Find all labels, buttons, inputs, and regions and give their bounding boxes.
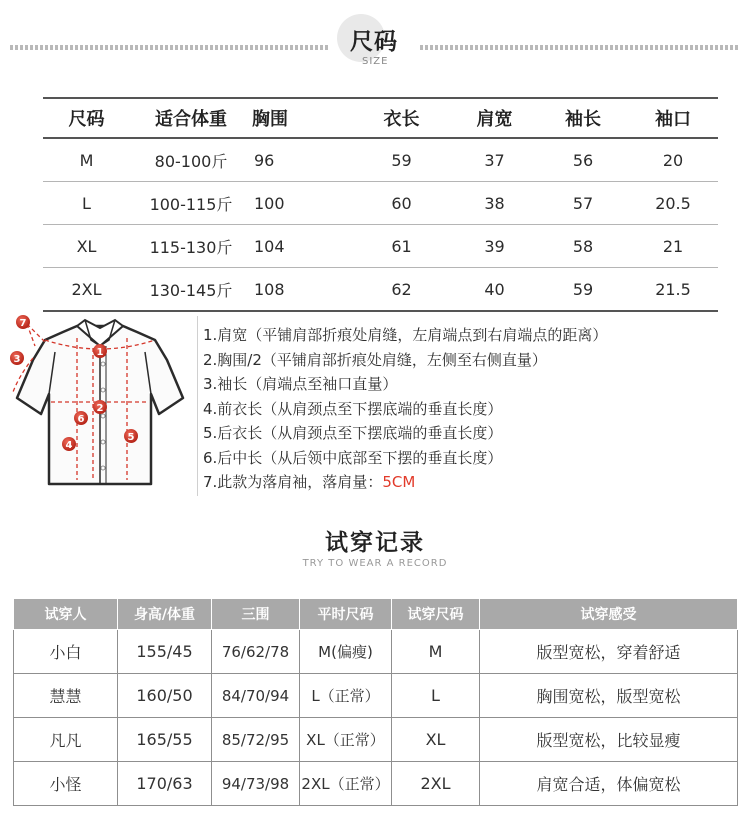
table-cell: XL — [43, 225, 130, 268]
table-cell: 小怪 — [14, 762, 118, 806]
table-cell: 版型宽松，穿着舒适 — [480, 630, 738, 674]
table-cell: 100-115斤 — [130, 182, 252, 225]
marker-1 — [93, 344, 107, 358]
table-cell: 62 — [352, 268, 451, 312]
table-cell: 94/73/98 — [212, 762, 300, 806]
header-divider-right — [420, 45, 740, 50]
table-cell: 170/63 — [118, 762, 212, 806]
table-row — [14, 630, 738, 674]
table-cell: 76/62/78 — [212, 630, 300, 674]
table-cell: 160/50 — [118, 674, 212, 718]
svg-text:7: 7 — [19, 318, 27, 329]
svg-text:1: 1 — [96, 347, 104, 358]
tryon-section-subtitle: TRY TO WEAR A RECORD — [302, 558, 448, 569]
table-row — [43, 268, 718, 312]
table-cell: 慧慧 — [14, 674, 118, 718]
table-cell: 61 — [352, 225, 451, 268]
table-cell: L — [392, 674, 480, 718]
measurement-notes — [203, 323, 607, 495]
note-line: 4.前衣长（从肩颈点至下摆底端的垂直长度） — [203, 399, 503, 418]
table-cell: 100 — [252, 182, 352, 225]
column-header: 试穿人 — [14, 599, 118, 630]
size-section-title: 尺码 — [350, 28, 398, 55]
svg-text:4: 4 — [65, 440, 73, 451]
table-cell: 胸围宽松，版型宽松 — [480, 674, 738, 718]
table-cell: 39 — [451, 225, 538, 268]
table-row — [14, 674, 738, 718]
column-header: 袖口 — [628, 98, 718, 138]
column-header: 平时尺码 — [300, 599, 392, 630]
note-line: 2.胸围/2（平铺肩部折痕处肩缝，左侧至右侧直量） — [203, 350, 547, 369]
marker-7 — [16, 315, 30, 329]
marker-4 — [62, 437, 76, 451]
table-row — [14, 762, 738, 806]
table-row — [43, 182, 718, 225]
note-line: 5.后衣长（从肩颈点至下摆底端的垂直长度） — [203, 424, 503, 442]
table-cell: 肩宽合适，体偏宽松 — [480, 762, 738, 806]
column-header: 身高/体重 — [118, 599, 212, 630]
column-header: 尺码 — [43, 98, 130, 138]
table-cell: 80-100斤 — [130, 138, 252, 182]
table-cell: M — [43, 138, 130, 182]
table-cell: 130-145斤 — [130, 268, 252, 312]
table-cell: L（正常） — [300, 674, 392, 718]
shirt-measurement-diagram — [5, 312, 195, 497]
table-cell: 37 — [451, 138, 538, 182]
table-cell: 2XL（正常） — [300, 762, 392, 806]
table-cell: M(偏瘦) — [300, 630, 392, 674]
table-cell: 21.5 — [628, 268, 718, 312]
table-row — [43, 138, 718, 182]
table-cell: 96 — [252, 138, 352, 182]
marker-2 — [93, 400, 107, 414]
tryon-section-title: 试穿记录 — [325, 529, 425, 556]
table-cell: 版型宽松，比较显瘦 — [480, 718, 738, 762]
table-cell: 84/70/94 — [212, 674, 300, 718]
size-table — [43, 97, 718, 312]
column-header: 胸围 — [252, 98, 352, 138]
note-line: 6.后中长（从后领中底部至下摆的垂直长度） — [203, 448, 503, 467]
tryon-table — [13, 598, 738, 806]
marker-6 — [74, 411, 88, 425]
drop-shoulder-value: 5CM — [382, 473, 416, 491]
table-cell: 38 — [451, 182, 538, 225]
note-line: 1.肩宽（平铺肩部折痕处肩缝，左肩端点到右肩端点的距离） — [203, 326, 608, 344]
table-row — [43, 225, 718, 268]
table-cell: L — [43, 182, 130, 225]
table-cell: 小白 — [14, 630, 118, 674]
header-divider-left — [10, 45, 330, 50]
column-header: 试穿感受 — [480, 599, 738, 630]
notes-divider — [197, 316, 198, 496]
note-text: 7.此款为落肩袖，落肩量： — [203, 473, 383, 491]
table-cell: 57 — [538, 182, 628, 225]
table-cell: 20.5 — [628, 182, 718, 225]
table-cell: 21 — [628, 225, 718, 268]
table-cell: 2XL — [43, 268, 130, 312]
table-cell: XL — [392, 718, 480, 762]
table-cell: 104 — [252, 225, 352, 268]
column-header: 肩宽 — [451, 98, 538, 138]
svg-text:5: 5 — [127, 432, 135, 443]
table-cell: 155/45 — [118, 630, 212, 674]
marker-3 — [10, 351, 24, 365]
column-header: 袖长 — [538, 98, 628, 138]
table-cell: 56 — [538, 138, 628, 182]
note-line-drop-shoulder — [203, 470, 607, 495]
table-cell: 115-130斤 — [130, 225, 252, 268]
table-cell: M — [392, 630, 480, 674]
table-cell: 60 — [352, 182, 451, 225]
table-cell: 108 — [252, 268, 352, 312]
table-cell: 59 — [352, 138, 451, 182]
svg-text:2: 2 — [96, 403, 104, 414]
table-cell: 2XL — [392, 762, 480, 806]
table-cell: 40 — [451, 268, 538, 312]
table-cell: XL（正常） — [300, 718, 392, 762]
tryon-header-row — [14, 599, 738, 630]
svg-text:6: 6 — [77, 414, 85, 425]
column-header: 三围 — [212, 599, 300, 630]
size-table-header-row — [43, 98, 718, 138]
note-line: 3.袖长（肩端点至袖口直量） — [203, 375, 398, 393]
marker-5 — [124, 429, 138, 443]
column-header: 适合体重 — [130, 98, 252, 138]
column-header: 衣长 — [352, 98, 451, 138]
table-cell: 20 — [628, 138, 718, 182]
table-cell: 凡凡 — [14, 718, 118, 762]
table-cell: 85/72/95 — [212, 718, 300, 762]
table-cell: 58 — [538, 225, 628, 268]
size-section-subtitle: SIZE — [362, 56, 389, 67]
table-cell: 165/55 — [118, 718, 212, 762]
column-header: 试穿尺码 — [392, 599, 480, 630]
table-row — [14, 718, 738, 762]
svg-text:3: 3 — [13, 354, 21, 365]
table-cell: 59 — [538, 268, 628, 312]
